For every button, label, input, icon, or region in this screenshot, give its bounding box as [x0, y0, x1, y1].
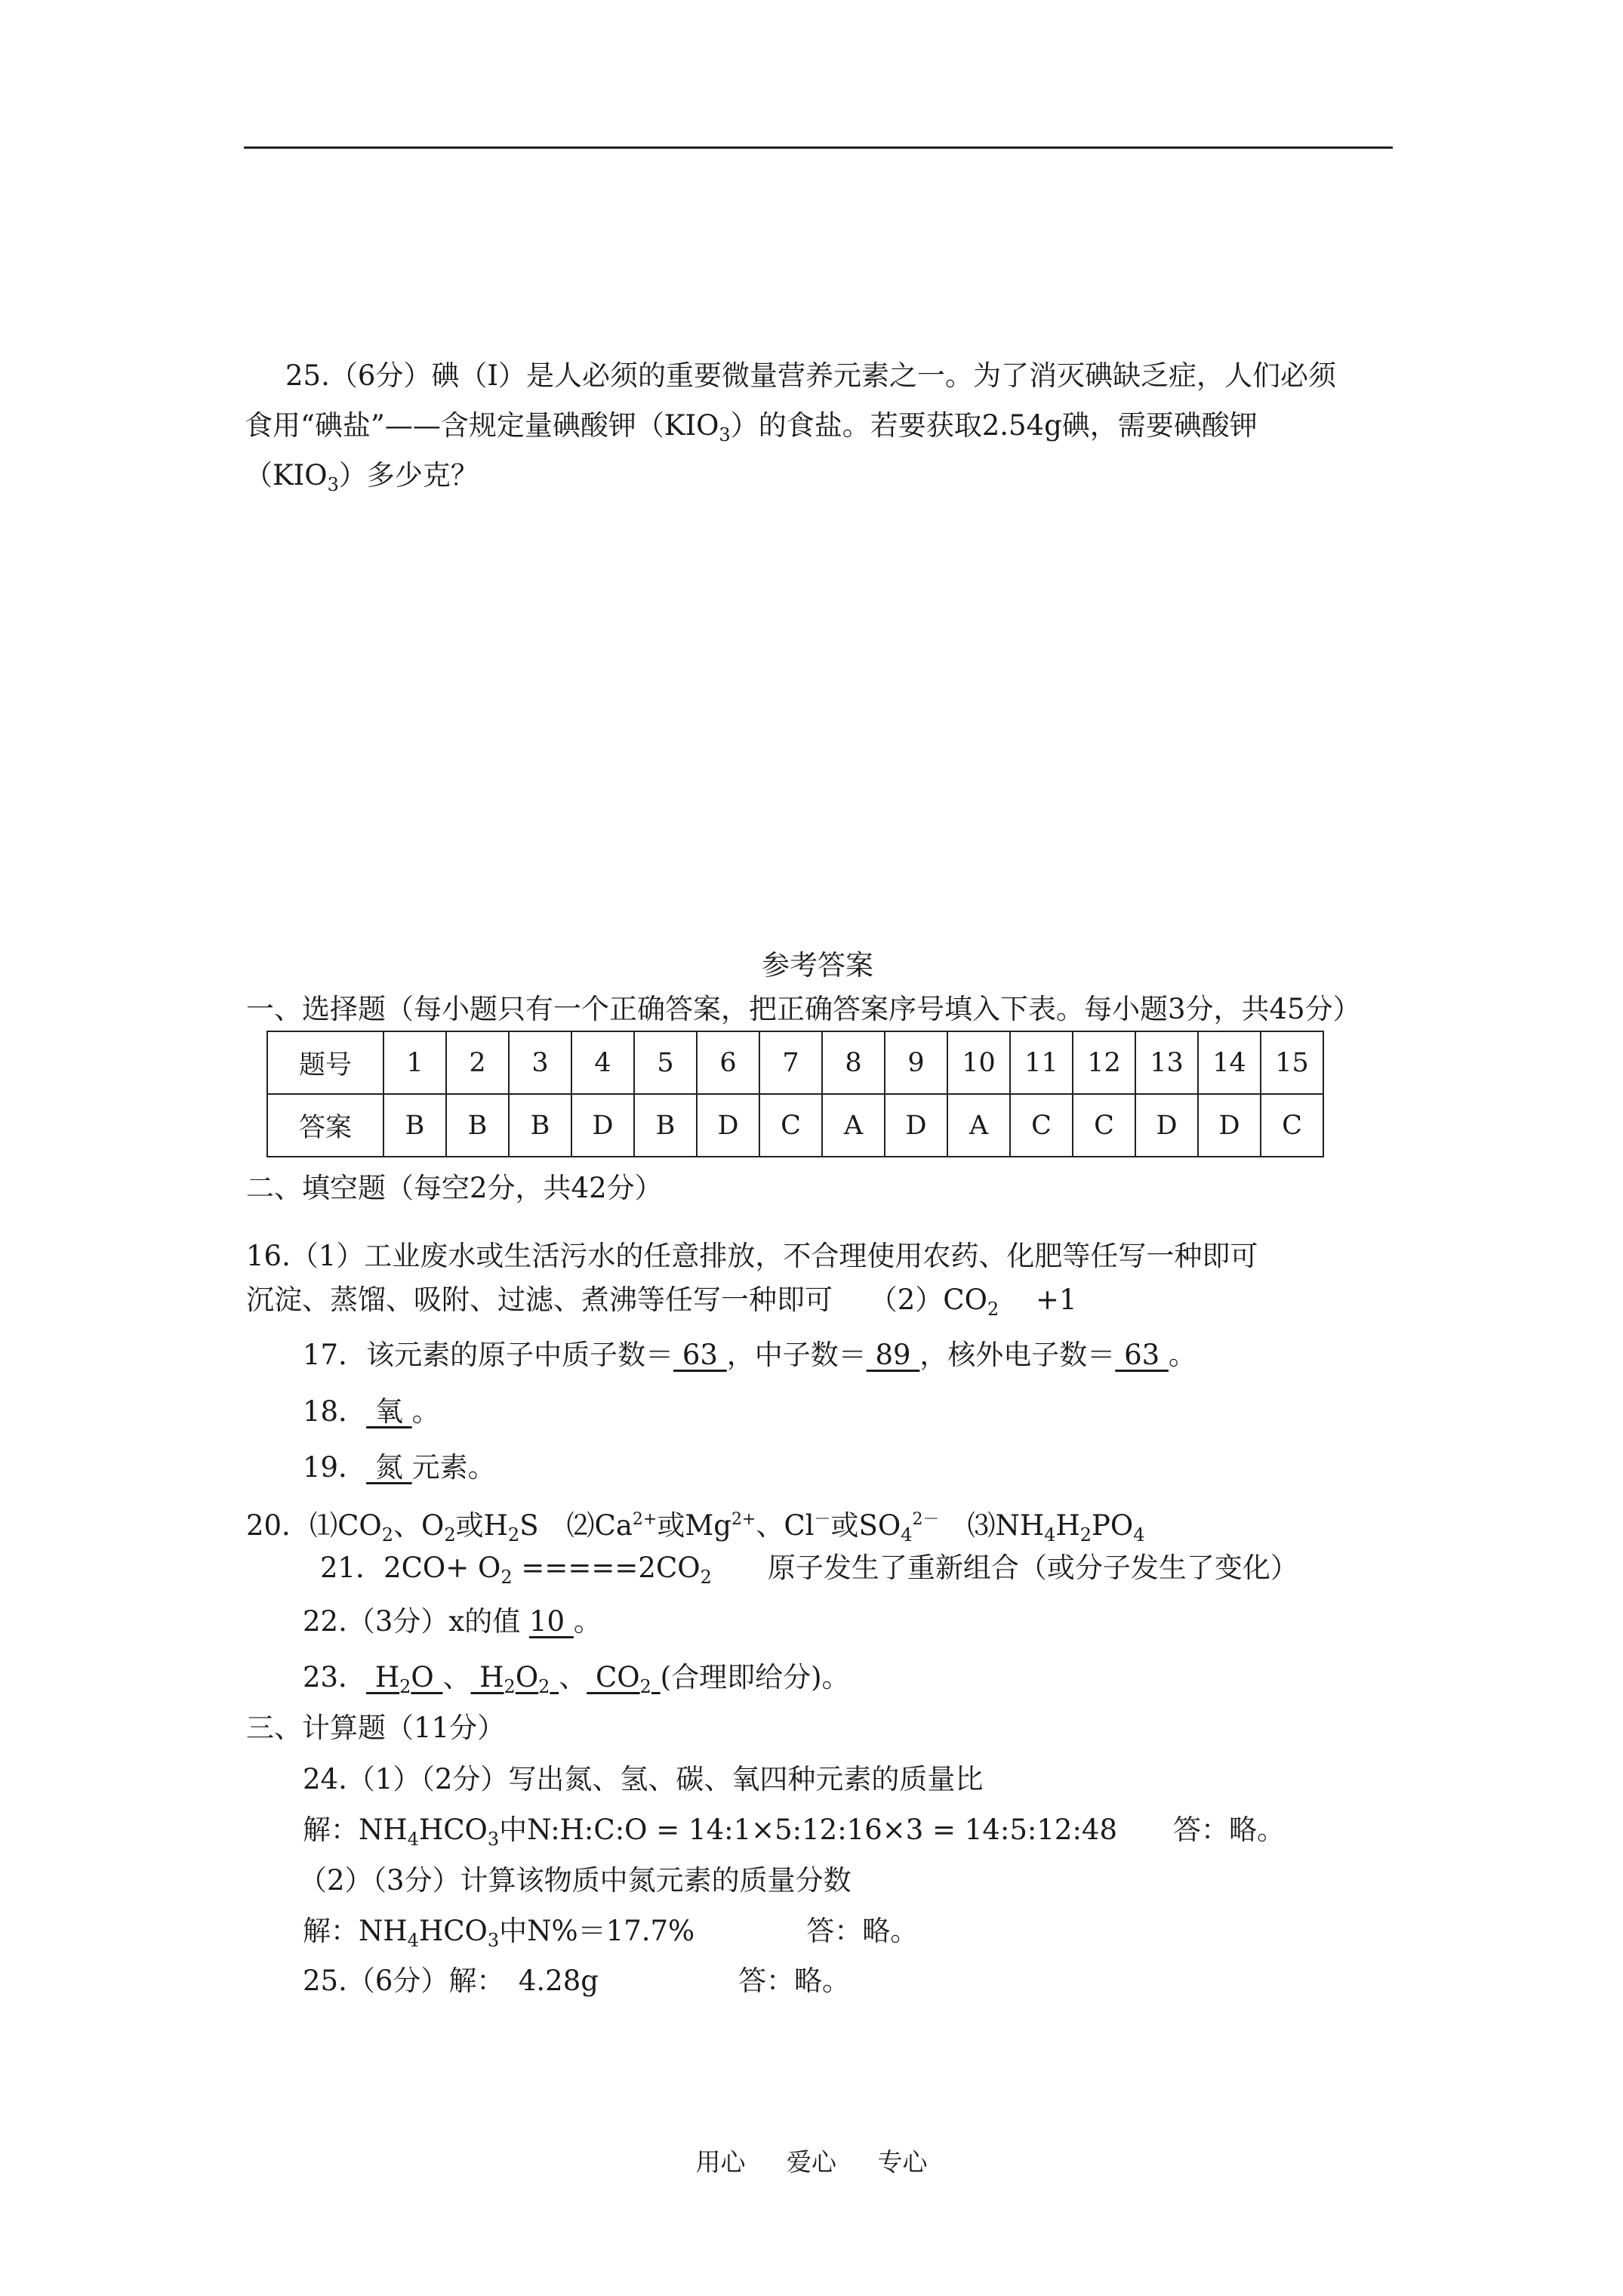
answer-cell: C — [1073, 1094, 1135, 1157]
answers-title: 参考答案 — [762, 949, 873, 982]
question-number: 6 — [697, 1031, 759, 1094]
question-number: 5 — [634, 1031, 697, 1094]
neutron-count: 89 — [866, 1339, 920, 1371]
answer-24-line3: （2）（3分）计算该物质中氮元素的质量分数 — [299, 1864, 852, 1897]
answer-19: 19． 氮 元素。 — [303, 1451, 496, 1484]
answer-18: 18． 氧 。 — [303, 1395, 440, 1428]
table-row — [267, 1094, 1323, 1157]
question-number: 4 — [571, 1031, 634, 1094]
q25-line2: 食用“碘盐”——含规定量碘酸钾$(KIO_3)$的食盐。若要获取2.54g碘，需要碘酸钾 — [245, 409, 1258, 445]
question-number: 10 — [947, 1031, 1010, 1094]
question-number: 13 — [1135, 1031, 1198, 1094]
answer-cell: A — [822, 1094, 885, 1157]
answer-cell: D — [697, 1094, 759, 1157]
question-number: 3 — [509, 1031, 571, 1094]
section3-heading: 三、计算题（11分） — [246, 1712, 506, 1744]
question-number: 8 — [822, 1031, 885, 1094]
answer-25: 25.（6分）解： 4.28g 答：略。 — [303, 1965, 850, 1997]
section2-heading: 二、填空题（每空2分，共42分） — [246, 1172, 663, 1204]
question-number: 15 — [1261, 1031, 1323, 1094]
question-number: 1 — [383, 1031, 446, 1094]
answer-cell: B — [383, 1094, 446, 1157]
footer-text: 专心 — [877, 2147, 928, 2177]
answer-cell: A — [947, 1094, 1010, 1157]
answer-24-line4: 解：$NH_4HCO_3$中N%＝17.7% 答：略。 — [303, 1915, 919, 1951]
answer-16-line1: 16.（1）工业废水或生活污水的任意排放，不合理使用农药、化肥等任写一种即可 — [246, 1240, 1258, 1272]
answer-21: 21．$2CO+ O_2 =====2CO_2$ 原子发生了重新组合（或分子发生了变化） — [320, 1552, 1298, 1588]
question-number: 11 — [1010, 1031, 1073, 1094]
footer-text: 用心 — [695, 2147, 746, 2177]
answer-table — [266, 1031, 1324, 1157]
table-row — [267, 1031, 1323, 1094]
answer-cell: D — [1135, 1094, 1198, 1157]
question-number: 9 — [885, 1031, 947, 1094]
question-number: 2 — [446, 1031, 509, 1094]
answer-cell: D — [885, 1094, 947, 1157]
question-number: 12 — [1073, 1031, 1135, 1094]
header-rule — [244, 146, 1393, 149]
electron-count: 63 — [1115, 1339, 1169, 1371]
row-label-answer: 答案 — [267, 1094, 383, 1157]
q25-line1: 25.（6分）碘（I）是人必须的重要微量营养元素之一。为了消灭碘缺乏症，人们必须 — [285, 359, 1336, 392]
answer-23: 23． $H_2O$ 、 $H_2O_2$ 、 $CO_2$ (合理即给分)。 — [303, 1661, 850, 1697]
answer-cell: B — [509, 1094, 571, 1157]
answer-cell: B — [446, 1094, 509, 1157]
page-footer — [0, 2143, 1623, 2178]
answer-cell: C — [1010, 1094, 1073, 1157]
answer-cell: D — [1198, 1094, 1261, 1157]
footer-text: 爱心 — [787, 2147, 836, 2177]
answer-20: 20．$⑴CO_2$、$O_2$或$H_2S$ $⑵Ca^{2+}$或$Mg^{2+}$、Cl－或$SO_4^{2-}$ $⑶NH_4H_2PO_4$ — [246, 1509, 1145, 1546]
answer-17: 17．该元素的原子中质子数＝ 63 ，中子数＝ 89 ，核外电子数＝ 63 。 — [303, 1339, 1196, 1371]
answer-24-line1: 24.（1）（2分）写出氮、氢、碳、氧四种元素的质量比 — [303, 1763, 984, 1795]
answer-24-line2: 解：$NH_4HCO_3$中N:H:C:O = 14:1×5:12:16×3 = 14:5:12:48 答：略。 — [303, 1814, 1285, 1850]
proton-count: 63 — [673, 1339, 727, 1371]
answer-cell: C — [759, 1094, 822, 1157]
question-number: 14 — [1198, 1031, 1261, 1094]
answer-16-line2: 沉淀、蒸馏、吸附、过滤、煮沸等任写一种即可 $(2)CO_2$ +1 — [246, 1284, 1077, 1320]
answer-cell: D — [571, 1094, 634, 1157]
row-label-number: 题号 — [267, 1031, 383, 1094]
question-number: 7 — [759, 1031, 822, 1094]
answer-cell: C — [1261, 1094, 1323, 1157]
q25-line3: $(KIO_3)$多少克？ — [245, 459, 479, 495]
section1-heading: 一、选择题（每小题只有一个正确答案，把正确答案序号填入下表。每小题3分，共45分） — [246, 993, 1361, 1025]
answer-cell: B — [634, 1094, 697, 1157]
answer-22: 22.（3分）x的值 10 。 — [303, 1605, 602, 1638]
